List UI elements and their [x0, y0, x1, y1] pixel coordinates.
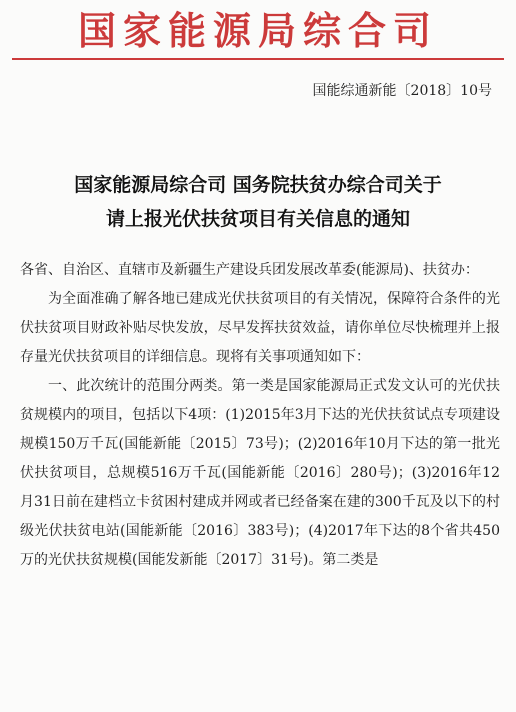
- letterhead-title: 国家能源局综合司: [77, 8, 438, 53]
- document-body: [20, 256, 500, 575]
- letterhead-divider: [12, 58, 504, 60]
- addressee: 各省、自治区、直辖市及新疆生产建设兵团发展改革委(能源局)、扶贫办：: [20, 262, 479, 278]
- document-number: 国能综通新能〔2018〕10号: [312, 83, 492, 99]
- document-title: [16, 168, 500, 236]
- document-title-line-1: 国家能源局综合司 国务院扶贫办综合司关于: [74, 174, 442, 196]
- body-paragraph-2: 一、此次统计的范围分两类。第一类是国家能源局正式发文认可的光伏扶贫规模内的项目，包括以下4项：(1)2015年3月下达的光伏扶贫试点专项建设规模150万千瓦(国能新能〔2015〕73号)；(2)2016年10月下达的第一批光伏扶贫项目，总规模516万千瓦(国能新能〔2016〕280号)；(3)2016年12月31日前在建档立卡贫困村建成并网或者已经备案在建的300千瓦及以下的村级光伏扶贫电站(国能新能〔2016〕383号)；(4)2017年下达的8个省共450万的光伏扶贫规模(国能发新能〔2017〕31号)。第二类是: [20, 378, 500, 568]
- body-paragraph-1: 为全面准确了解各地已建成光伏扶贫项目的有关情况，保障符合条件的光伏扶贫项目财政补贴尽快发放，尽早发挥扶贫效益，请你单位尽快梳理并上报存量光伏扶贫项目的详细信息。现将有关事项通知如下：: [20, 291, 500, 365]
- document-title-line-2: 请上报光伏扶贫项目有关信息的通知: [105, 208, 410, 230]
